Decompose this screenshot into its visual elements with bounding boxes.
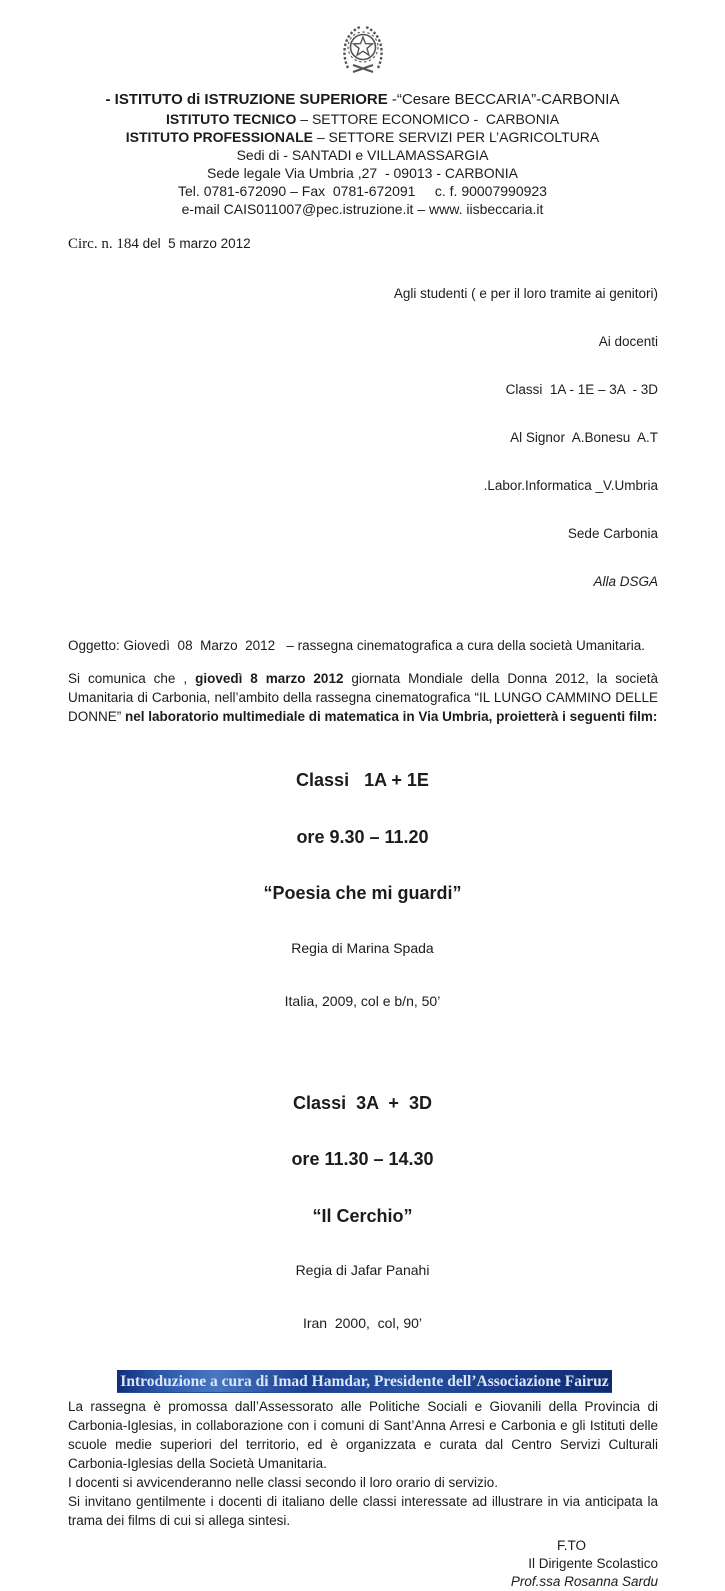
film-block-1 (0, 734, 725, 1046)
signature-block (0, 1537, 658, 1591)
header-line-institute (0, 90, 725, 110)
header-line3-bold: ISTITUTO PROFESSIONALE (125, 129, 313, 145)
film-1-time: ore 9.30 – 11.20 (296, 826, 429, 847)
film-2-title: “Il Cerchio” (312, 1205, 413, 1226)
recipient-line: Sede Carbonia (567, 526, 658, 541)
italy-emblem-logo (336, 22, 390, 80)
film-1-details: Italia, 2009, col e b/n, 50’ (284, 992, 441, 1009)
header-line2-bold: ISTITUTO TECNICO (165, 111, 297, 127)
header-line-sedi: Sedi di - SANTADI e VILLAMASSARGIA (236, 147, 489, 163)
closing-paragraph-3: Si invitano gentilmente i docenti di italiano delle classi interessate ad illustrare in via anticipata la trama dei films di cui si allega sintesi. (68, 1494, 658, 1528)
header-line1-bold: - ISTITUTO di ISTRUZIONE SUPERIORE (105, 91, 388, 108)
header-line-professionale (0, 128, 725, 146)
header-line2-rest: – SETTORE ECONOMICO - CARBONIA (296, 111, 560, 127)
signature-name: Prof.ssa Rosanna Sardu (510, 1574, 658, 1589)
header-line3-rest: – SETTORE SERVIZI PER L’AGRICOLTURA (312, 129, 600, 145)
announcement-location-bold: nel laboratorio multimediale di matematica in Via Umbria, proietterà i seguenti film: (125, 709, 658, 724)
letterhead (0, 0, 725, 218)
recipient-line: Classi 1A - 1E – 3A - 3D (505, 382, 658, 397)
announcement-date-bold: giovedì 8 marzo 2012 (195, 671, 344, 686)
header-line1-rest: -“Cesare BECCARIA”-CARBONIA (387, 91, 620, 108)
header-line-sede-legale: Sede legale Via Umbria ,27 - 09013 - CARBONIA (206, 165, 518, 181)
announcement-text-1: Si comunica che , (68, 671, 196, 686)
recipient-line-dsga: Alla DSGA (593, 574, 658, 589)
recipient-line: .Labor.Informatica _V.Umbria (483, 478, 658, 493)
film-2-classes: Classi 3A + 3D (293, 1092, 432, 1113)
film-1-classes: Classi 1A + 1E (296, 770, 429, 790)
recipient-line: Agli studenti ( e per il loro tramite ai genitori) (393, 286, 658, 301)
circular-number-line (68, 235, 658, 253)
film-2-director: Regia di Jafar Panahi (295, 1262, 430, 1278)
closing-paragraph-1: La rassegna è promossa dall’Assessorato alle Politiche Sociali e Giovanili della Provincia di Carbonia-Iglesias, in collaborazione con i comuni di Sant’Anna Arresi e Carbonia e gli Istituti delle scuole medie superiori del territorio, ed è organizzata e curata dal Centro Servizi Culturali Carbonia-Iglesias della Società Umanitaria. (68, 1399, 658, 1471)
recipient-line: Ai docenti (598, 334, 658, 349)
recipients-block (0, 254, 658, 622)
circular-date: del 5 marzo 2012 (138, 236, 251, 251)
closing-paragraph-2: I docenti si avvicenderanno nelle classi secondo il loro orario di servizio. (68, 1475, 498, 1490)
introduction-banner: Introduzione a cura di Imad Hamdar, Presidente dell’Associazione Fairuz (117, 1370, 612, 1393)
signature-role: Il Dirigente Scolastico (528, 1556, 658, 1571)
header-line-email-web: e-mail CAIS011007@pec.istruzione.it – www. iisbeccaria.it (181, 201, 544, 217)
film-2-time: ore 11.30 – 14.30 (291, 1149, 434, 1169)
header-line-tecnico (0, 110, 725, 128)
signature-fto: F.TO (556, 1538, 586, 1553)
circular-number: Circ. n. 184 (68, 236, 139, 252)
film-1-director: Regia di Marina Spada (291, 939, 434, 956)
closing-paragraphs (68, 1397, 658, 1530)
announcement-paragraph (68, 669, 658, 726)
header-line-contacts: Tel. 0781-672090 – Fax 0781-672091 c. f. 90007990923 (178, 183, 547, 199)
recipient-line: Al Signor A.Bonesu A.T (510, 430, 658, 445)
film-block-2 (0, 1057, 725, 1369)
announcement-text-2: giornata Mondiale della Donna 2012, la società Umanitaria di Carbonia, nell’ambito della rassegna cinematografica “IL LUNGO CAMMINO DELLE DONNE” (68, 671, 658, 724)
film-1-title: “Poesia che mi guardi” (263, 883, 462, 903)
subject-line: Oggetto: Giovedì 08 Marzo 2012 – rassegna cinematografica a cura della società Umanitaria. (68, 638, 646, 653)
film-2-details: Iran 2000, col, 90’ (302, 1315, 423, 1331)
